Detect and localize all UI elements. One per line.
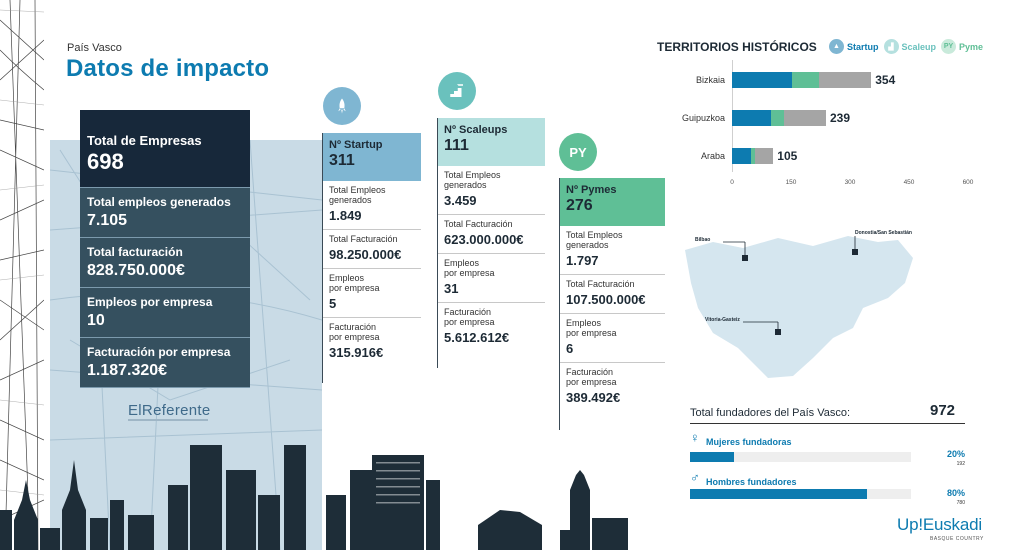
territory-bar-scaleup	[792, 72, 819, 88]
total-revenue-label: Total facturación	[87, 245, 183, 259]
territory-total: 354	[875, 73, 896, 87]
region-label: País Vasco	[67, 42, 122, 54]
scaleup-header-label: Nº Scaleups	[444, 124, 508, 136]
elreferente-underline	[128, 419, 208, 421]
elreferente-logo: ElReferente	[128, 402, 211, 419]
male-symbol-icon: ♂	[690, 470, 700, 485]
startup-stat-revenue-per-company	[323, 318, 421, 366]
upeuskadi-logo: Up!Euskadi	[897, 515, 982, 534]
stat-value: 5.612.612€	[444, 330, 510, 345]
stat-label: Total Facturación	[566, 279, 635, 289]
revenue-per-company-label: Facturación por empresa	[87, 345, 231, 359]
scaleup-header	[438, 118, 545, 166]
pyme-header	[560, 178, 665, 226]
axis-tick-label: 0	[730, 179, 734, 186]
territory-bar	[732, 72, 871, 88]
startup-column	[322, 133, 421, 383]
total-companies-label: Total de Empresas	[87, 133, 202, 148]
territory-bar-pyme	[784, 110, 826, 126]
scaleup-stat-jobs	[438, 166, 545, 215]
revenue-per-company-card	[80, 338, 250, 388]
stat-label: Empleos por empresa	[566, 318, 617, 338]
total-revenue-value: 828.750.000€	[87, 262, 185, 279]
men-founders-bar-fill	[690, 489, 867, 499]
revenue-per-company-value: 1.187.320€	[87, 362, 168, 379]
total-companies-card	[80, 110, 250, 188]
scaleup-column	[437, 118, 545, 368]
py-badge-icon: PY	[941, 39, 956, 54]
territory-bar-startup	[732, 72, 792, 88]
stat-value: 623.000.000€	[444, 232, 524, 247]
scaleup-stat-revenue-per-company	[438, 303, 545, 351]
startup-stat-revenue	[323, 230, 421, 269]
female-symbol-icon: ♀	[690, 430, 700, 445]
stat-value: 315.916€	[329, 345, 384, 360]
territory-name: Guipuzkoa	[681, 113, 725, 123]
total-revenue-card	[80, 238, 250, 288]
men-founders-pct: 80%	[946, 488, 965, 498]
stat-label: Total Facturación	[444, 219, 513, 229]
axis-tick-label: 600	[962, 179, 974, 186]
women-founders-count: 192	[956, 461, 965, 467]
territory-name: Bizkaia	[695, 75, 725, 85]
stat-label: Empleos por empresa	[329, 273, 380, 293]
scaleup-stat-jobs-per-company	[438, 254, 545, 303]
pyme-stat-revenue-per-company	[560, 363, 665, 411]
total-jobs-label: Total empleos generados	[87, 195, 231, 209]
founders-divider	[690, 423, 965, 424]
axis-tick-label: 300	[844, 179, 856, 186]
stat-label: Facturación por empresa	[444, 307, 495, 327]
bilbao-skyline-graphic	[0, 440, 640, 550]
basque-country-map	[683, 228, 933, 388]
py-badge-icon	[559, 133, 597, 171]
stat-label: Facturación por empresa	[566, 367, 617, 387]
stat-value: 98.250.000€	[329, 247, 402, 262]
stat-label: Total Empleos generados	[566, 230, 623, 250]
founders-total-label: Total fundadores del País Vasco:	[690, 407, 851, 419]
territory-row	[660, 110, 1000, 126]
pyme-header-value: 276	[566, 197, 593, 214]
pyme-stat-revenue	[560, 275, 665, 314]
legend-pyme-label: Pyme	[959, 41, 984, 52]
women-founders-bar	[690, 452, 911, 462]
rocket-icon	[323, 87, 361, 125]
territory-bar-pyme	[755, 148, 773, 164]
scaleup-header-value: 111	[444, 137, 469, 154]
territory-total: 105	[777, 149, 798, 163]
map-label-donostia: Donostia/San Sebastián	[855, 230, 912, 236]
stat-label: Total Empleos generados	[329, 185, 386, 205]
territory-bar	[732, 110, 826, 126]
startup-header-label: Nº Startup	[329, 139, 383, 151]
jobs-per-company-card	[80, 288, 250, 338]
territory-total: 239	[830, 111, 851, 125]
territory-bar-pyme	[819, 72, 872, 88]
territory-bar-scaleup	[771, 110, 784, 126]
stat-value: 1.797	[566, 253, 599, 268]
men-founders-bar	[690, 489, 911, 499]
growth-stairs-icon	[438, 72, 476, 110]
territories-title: TERRITORIOS HISTÓRICOS	[657, 40, 817, 54]
territories-legend	[829, 39, 983, 54]
stat-value: 31	[444, 281, 459, 296]
founders-total-value: 972	[930, 402, 956, 419]
startup-header	[323, 133, 421, 181]
territory-bar	[732, 148, 773, 164]
stat-value: 107.500.000€	[566, 292, 646, 307]
stat-value: 6	[566, 341, 574, 356]
scaleup-stat-revenue	[438, 215, 545, 254]
summary-stack	[80, 110, 250, 388]
women-founders-bar-fill	[690, 452, 734, 462]
pyme-column	[559, 178, 665, 430]
startup-header-value: 311	[329, 152, 355, 169]
legend-startup-label: Startup	[847, 41, 879, 52]
jobs-per-company-value: 10	[87, 312, 105, 329]
total-jobs-card	[80, 188, 250, 238]
legend-pyme	[941, 39, 983, 54]
legend-scaleup-label: Scaleup	[901, 41, 937, 52]
men-founders-label: Hombres fundadores	[706, 477, 797, 487]
stat-label: Empleos por empresa	[444, 258, 495, 278]
map-label-vitoria: Vitoria-Gasteiz	[705, 317, 740, 323]
axis-tick-label: 150	[785, 179, 797, 186]
stat-value: 5	[329, 296, 337, 311]
rocket-icon: ▲	[829, 39, 844, 54]
upeuskadi-subtitle: BASQUE COUNTRY	[930, 536, 984, 542]
startup-stat-jobs	[323, 181, 421, 230]
page-title: Datos de impacto	[66, 55, 270, 82]
legend-startup	[829, 39, 879, 54]
stat-label: Total Facturación	[329, 234, 398, 244]
axis-tick-label: 450	[903, 179, 915, 186]
total-jobs-value: 7.105	[87, 212, 128, 229]
basque-map-graphic	[683, 228, 933, 388]
women-founders-pct: 20%	[946, 449, 965, 459]
pyme-stat-jobs	[560, 226, 665, 275]
territory-bar-startup	[732, 148, 751, 164]
territory-name: Araba	[700, 151, 725, 161]
pyme-stat-jobs-per-company	[560, 314, 665, 363]
stat-value: 389.492€	[566, 390, 621, 405]
startup-stat-jobs-per-company	[323, 269, 421, 318]
map-label-bilbao: Bilbao	[695, 237, 711, 243]
legend-scaleup	[884, 39, 937, 54]
pyme-header-label: Nº Pymes	[566, 184, 617, 196]
territory-row	[660, 72, 1000, 88]
stat-label: Facturación por empresa	[329, 322, 380, 342]
stat-value: 1.849	[329, 208, 362, 223]
men-founders-count: 780	[956, 500, 965, 506]
total-companies-value: 698	[87, 149, 124, 174]
growth-stairs-icon: ▟	[884, 39, 899, 54]
stat-label: Total Empleos generados	[444, 170, 501, 190]
stat-value: 3.459	[444, 193, 477, 208]
women-founders-label: Mujeres fundadoras	[706, 437, 792, 447]
territory-row	[660, 148, 1000, 164]
territory-bar-startup	[732, 110, 771, 126]
jobs-per-company-label: Empleos por empresa	[87, 295, 213, 309]
py-badge-text: PY	[569, 144, 587, 160]
